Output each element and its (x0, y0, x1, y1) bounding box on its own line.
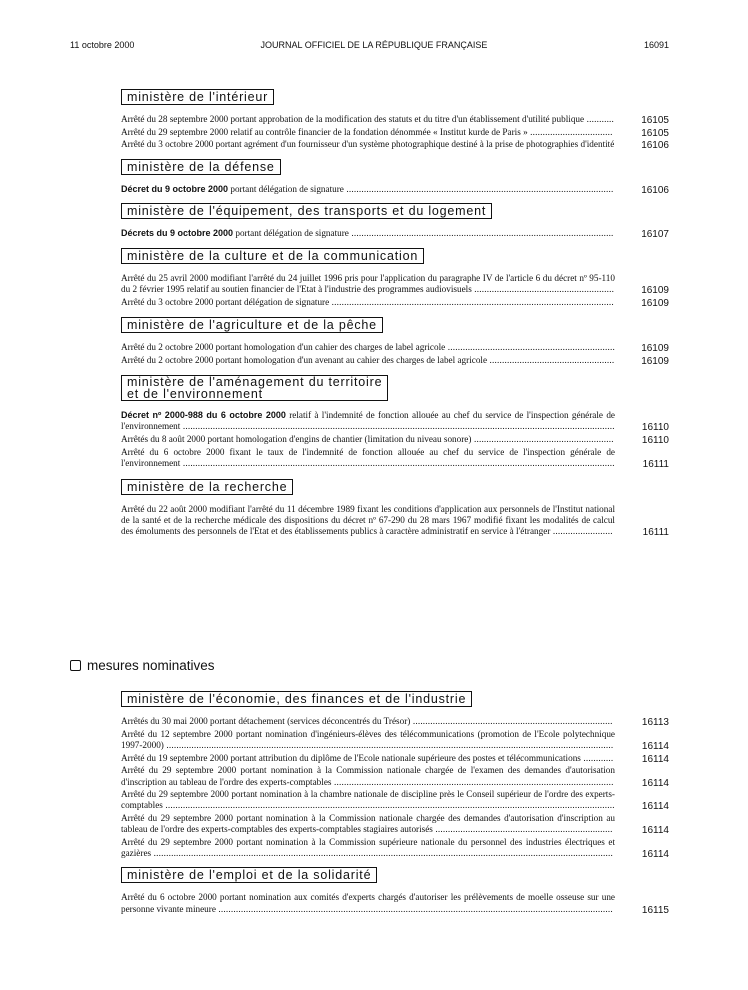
leader-dots: ........................................................................................................... (343, 183, 614, 194)
summary-entry[interactable] (121, 228, 669, 239)
summary-entry[interactable] (121, 765, 669, 787)
summary-entry[interactable] (121, 273, 669, 295)
ministry-heading: ministère de l'économie, des finances et de l'industrie (121, 691, 472, 707)
ministry-section (121, 478, 669, 538)
entry-lead: Décrets du 9 octobre 2000 (121, 227, 234, 238)
entry-text (121, 447, 615, 469)
leader-dots: ........................................................ (471, 433, 614, 444)
leader-dots: ................................................................... (445, 342, 616, 353)
entry-text (121, 355, 615, 366)
leader-dots: .............................................................................................................................................................. (215, 903, 613, 914)
entry-page-number: 16105 (641, 115, 669, 126)
entry-page-number: 16111 (642, 527, 669, 539)
entry-text (121, 765, 615, 787)
leader-dots: ........................................................................................................................................................................................ (151, 848, 614, 859)
summary-entry[interactable] (121, 127, 669, 138)
ministry-section (121, 247, 669, 308)
entry-text (121, 504, 615, 538)
summary-entry[interactable] (121, 813, 669, 835)
summary-entry[interactable] (121, 753, 669, 764)
leader-dots: ....................................................................... (432, 824, 613, 835)
ministry-heading: ministère de la culture et de la communication (121, 248, 424, 264)
entry-body: Arrêté du 29 septembre 2000 relatif au contrôle financier de la fondation dénommée « Institut kurde de Paris » (121, 126, 528, 137)
entry-text (121, 434, 615, 445)
summary-entry[interactable] (121, 729, 669, 751)
running-head (0, 40, 748, 54)
entry-body: Arrêté du 2 octobre 2000 portant homologation d'un avenant au cahier des charges de label agricole (121, 354, 488, 365)
entry-page-number: 16114 (641, 753, 669, 765)
summary-entry[interactable] (121, 355, 669, 366)
entry-text (121, 729, 615, 751)
ministry-heading: ministère de l'équipement, des transports et du logement (121, 203, 492, 219)
entry-body: relatif à l'indemnité de fonction allouée au chef du service de l'inspection générale de l'environnement (121, 410, 615, 432)
leader-dots: ........... (584, 114, 615, 124)
entry-body: portant délégation de signature (228, 183, 344, 194)
leader-dots: ............ (580, 752, 614, 763)
leader-dots: ................................................................................................................ (331, 776, 614, 787)
ministry-section (121, 316, 669, 366)
ministry-heading: ministère de la défense (121, 159, 281, 175)
entry-page-number: 16109 (641, 343, 669, 355)
summary-entry[interactable] (121, 837, 669, 859)
entry-page-number: 16110 (641, 422, 669, 434)
entry-body: Arrêtés du 30 mai 2000 portant détachement (services déconcentrés du Trésor) (121, 716, 411, 726)
summary-entry[interactable] (121, 892, 669, 914)
entry-body: Arrêté du 28 septembre 2000 portant approbation de la modification des statuts et du titre d'un établissement d'utilité publique (121, 114, 585, 124)
entry-text (121, 139, 615, 150)
entry-text (121, 127, 615, 138)
ministry-heading: ministère de l'aménagement du territoire et de l'environnement (121, 375, 388, 401)
page-number: 16091 (643, 40, 669, 50)
ministry-heading: ministère de l'intérieur (121, 89, 274, 105)
entry-page-number: 16114 (641, 849, 669, 861)
entry-page-number: 16107 (641, 228, 669, 240)
summary-block-general (121, 88, 669, 539)
entry-page-number: 16111 (642, 458, 669, 470)
leader-dots: ......................................................................................................... (348, 227, 614, 238)
entry-text (121, 114, 615, 125)
entry-text (121, 892, 615, 914)
entry-text (121, 837, 615, 859)
ministry-section (121, 866, 669, 914)
issue-date: 11 octobre 2000 (70, 40, 135, 50)
leader-dots: ........................................................ (471, 284, 615, 295)
entry-lead: Décret nº 2000-988 du 6 octobre 2000 (121, 410, 286, 421)
entry-body: Arrêté du 29 septembre 2000 portant nomination à la chambre nationale de discipline près le Conseil supérieur de l'ordre des experts-comptables (121, 789, 615, 811)
entry-text (121, 228, 615, 239)
entry-body: portant délégation de signature (233, 227, 349, 238)
summary-entry[interactable] (121, 434, 669, 445)
entry-body: Arrêté du 6 octobre 2000 portant nomination aux comités d'experts chargés d'autoriser les prélèvements de moelle osseuse sur une personne vivante mineure (121, 892, 615, 914)
entry-page-number: 16106 (641, 184, 669, 196)
nominatives-heading (70, 658, 215, 673)
entry-body: Arrêté du 3 octobre 2000 portant délégation de signature (121, 296, 330, 307)
entry-body: Arrêté du 29 septembre 2000 portant nomination à la Commission supérieure nationale du personnel des industries électriques et gazières (121, 837, 615, 859)
ministry-heading: ministère de l'agriculture et de la pêche (121, 317, 383, 333)
entry-text (121, 753, 615, 764)
summary-entry[interactable] (121, 114, 669, 125)
summary-entry[interactable] (121, 342, 669, 353)
leader-dots: .................................................. (487, 354, 615, 365)
leader-dots: ............................................................................................................................................................................. (180, 421, 615, 432)
leader-dots: ............................................................................................................................................................................. (180, 457, 615, 468)
entry-page-number: 16109 (641, 355, 669, 367)
leader-dots: ................................................................................ (410, 716, 613, 726)
entry-text (121, 273, 615, 295)
entry-body: Arrêté du 22 août 2000 modifiant l'arrêté du 11 décembre 1989 fixant les conditions d'application aux personnels de l'Institut national de la santé et de la recherche médicale des dispositions du décret nº 67-290 du 28 mars 1967 modifié fixant les modalités de calcul des émoluments des personnels de l'Etat et des établissements publics à caractère administratif en service à l'étranger (121, 504, 615, 537)
entry-text (121, 297, 615, 308)
entry-body: Arrêté du 12 septembre 2000 portant nomination d'ingénieurs-élèves des télécommunications (promotion de l'Ecole polytechnique 1997-2000) (121, 728, 615, 750)
ministry-section (121, 202, 669, 239)
ministry-heading: ministère de la recherche (121, 479, 293, 495)
summary-entry[interactable] (121, 184, 669, 195)
entry-page-number: 16109 (641, 285, 669, 297)
entry-lead: Décret du 9 octobre 2000 (121, 183, 229, 194)
entry-body: Arrêtés du 8 août 2000 portant homologation d'engins de chantier (limitation du niveau sonore) (121, 433, 472, 444)
summary-entry[interactable] (121, 789, 669, 811)
checkbox-square-icon (70, 660, 81, 671)
leader-dots: ................................. (527, 126, 613, 137)
summary-entry[interactable] (121, 716, 669, 727)
entry-text (121, 813, 615, 835)
entry-page-number: 16114 (641, 740, 669, 752)
entry-page-number: 16113 (641, 717, 669, 728)
entry-text (121, 342, 615, 353)
summary-entry[interactable] (121, 297, 669, 308)
entry-page-number: 16106 (641, 140, 669, 152)
ministry-section (121, 690, 669, 859)
entry-body: Arrêté du 29 septembre 2000 portant nomination à la Commission nationale chargée des demandes d'autorisation d'inscription au tableau de l'ordre des experts-comptables des experts-comptables stagiaires autorisés (121, 813, 615, 835)
ministry-section (121, 375, 669, 469)
leader-dots: .................................................................................................................................................................................... (162, 800, 615, 811)
entry-page-number: 16105 (641, 127, 669, 139)
summary-entry[interactable] (121, 504, 669, 538)
entry-body: Arrêté du 19 septembre 2000 portant attribution du diplôme de l'Ecole nationale supérieure des postes et télécommunications (121, 752, 581, 763)
entry-body: Arrêté du 3 octobre 2000 portant agrément d'un fournisseur d'un système photographique destiné à la prise de photographies d'identité (121, 139, 615, 150)
nominatives-title: mesures nominatives (87, 658, 215, 673)
entry-page-number: 16114 (641, 777, 669, 789)
leader-dots: ........................ (550, 526, 613, 537)
entry-text (121, 410, 615, 432)
ministry-heading: ministère de l'emploi et de la solidarité (121, 867, 377, 883)
summary-entry[interactable] (121, 139, 669, 150)
ministry-section (121, 158, 669, 195)
entry-page-number: 16110 (641, 434, 669, 446)
summary-entry[interactable] (121, 410, 669, 432)
entry-body: Arrêté du 2 octobre 2000 portant homologation d'un cahier des charges de label agricole (121, 342, 446, 353)
leader-dots: ................................................................................................................................................................................... (163, 739, 614, 750)
entry-text (121, 789, 615, 811)
summary-block-nominatives (121, 690, 669, 916)
entry-page-number: 16109 (641, 297, 669, 309)
entry-page-number: 16115 (641, 904, 669, 916)
entry-body: Arrêté du 29 septembre 2000 portant nomination à la Commission nationale chargée de l'examen des demandes d'autorisation d'inscription au tableau de l'ordre des experts-comptables (121, 765, 615, 787)
entry-text (121, 184, 615, 195)
entry-page-number: 16114 (641, 801, 669, 813)
entry-body: Arrêté du 25 avril 2000 modifiant l'arrêté du 24 juillet 1996 pris pour l'application du paragraphe IV de l'article 6 du décret nº 95-110 du 2 février 1995 relatif au soutien financier de l'Etat à l'industrie des programmes audiovisuels (121, 273, 615, 295)
entry-page-number: 16114 (641, 825, 669, 837)
entry-text (121, 716, 615, 727)
journal-title: JOURNAL OFFICIEL DE LA RÉPUBLIQUE FRANÇAISE (260, 40, 488, 50)
leader-dots: ................................................................................................................. (329, 296, 614, 307)
entry-body: Arrêté du 6 octobre 2000 fixant le taux de l'indemnité de fonction allouée au chef du service de l'inspection générale de l'environnement (121, 446, 615, 468)
summary-entry[interactable] (121, 447, 669, 469)
ministry-section (121, 88, 669, 151)
